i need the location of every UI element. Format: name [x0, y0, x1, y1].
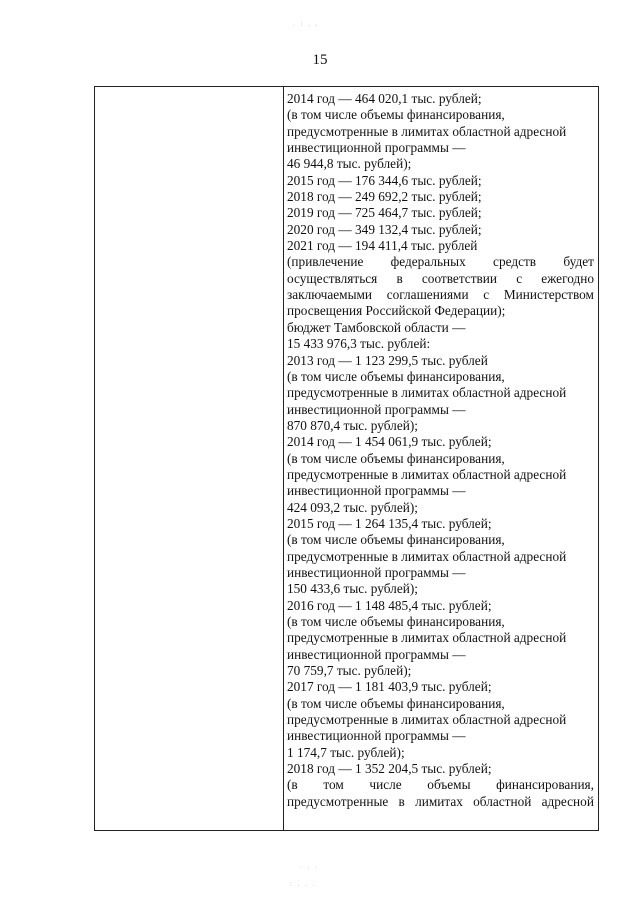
text-line: 2016 год — 1 148 485,4 тыс. рублей; [287, 597, 492, 613]
text-line: 2013 год — 1 123 299,5 тыс. рублей [287, 352, 488, 368]
text-line: 2017 год — 1 181 403,9 тыс. рублей; [287, 679, 492, 695]
scan-noise: : . . . [290, 880, 317, 888]
text-line: (привлечение федеральных средств будет [287, 254, 594, 270]
text-line: 150 433,6 тыс. рублей); [287, 581, 418, 597]
text-line: предусмотренные в лимитах областной адресной [287, 548, 567, 564]
text-line: 1 174,7 тыс. рублей); [287, 744, 405, 760]
text-line: осуществляться в соответствии с ежегодно [287, 270, 594, 286]
text-line: (в том числе объемы финансирования, [287, 777, 594, 793]
table-right-cell [287, 91, 594, 830]
text-line: предусмотренные в лимитах областной адресной [287, 793, 594, 809]
text-line: 2014 год — 1 454 061,9 тыс. рублей; [287, 434, 492, 450]
text-line: 46 944,8 тыс. рублей); [287, 156, 412, 172]
scan-noise: . . . [300, 862, 319, 870]
text-line: (в том числе объемы финансирования, [287, 450, 505, 466]
text-line: 15 433 976,3 тыс. рублей: [287, 336, 431, 352]
text-line: 2018 год — 249 692,2 тыс. рублей; [287, 189, 482, 205]
document-table [94, 86, 599, 831]
text-line: 870 870,4 тыс. рублей); [287, 417, 418, 433]
text-line: 2019 год — 725 464,7 тыс. рублей; [287, 205, 482, 221]
text-line: бюджет Тамбовской области — [287, 319, 466, 335]
text-line: предусмотренные в лимитах областной адресной [287, 712, 567, 728]
text-line: предусмотренные в лимитах областной адресной [287, 466, 567, 482]
text-line: инвестиционной программы — [287, 646, 466, 662]
text-line: (в том числе объемы финансирования, [287, 107, 505, 123]
text-line: инвестиционной программы — [287, 401, 466, 417]
text-line: (в том числе объемы финансирования, [287, 368, 505, 384]
text-line: (в том числе объемы финансирования, [287, 614, 505, 629]
text-line: 2014 год — 464 020,1 тыс. рублей; [287, 91, 482, 106]
text-line: инвестиционной программы — [287, 483, 466, 499]
scan-noise: . : . . [293, 20, 320, 28]
text-line: 2018 год — 1 352 204,5 тыс. рублей; [287, 761, 492, 777]
text-line: 2020 год — 349 132,4 тыс. рублей; [287, 221, 482, 237]
column-divider [283, 87, 284, 830]
table-left-cell [95, 87, 283, 830]
text-line: заключаемыми соглашениями с Министерством [287, 287, 594, 303]
text-line: предусмотренные в лимитах областной адресной [287, 123, 567, 139]
text-line: 2015 год — 176 344,6 тыс. рублей; [287, 172, 482, 188]
page-number: 15 [312, 52, 328, 68]
text-line: предусмотренные в лимитах областной адресной [287, 385, 567, 401]
text-line: просвещения Российской Федерации); [287, 303, 506, 319]
text-line: инвестиционной программы — [287, 140, 466, 156]
text-line: 2015 год — 1 264 135,4 тыс. рублей; [287, 515, 492, 531]
text-line: 70 759,7 тыс. рублей); [287, 663, 412, 679]
text-line: 424 093,2 тыс. рублей); [287, 499, 418, 515]
text-line: (в том числе объемы финансирования, [287, 532, 505, 548]
text-line: инвестиционной программы — [287, 728, 466, 744]
text-line: (в том числе объемы финансирования, [287, 695, 505, 711]
text-line: предусмотренные в лимитах областной адресной [287, 630, 567, 646]
text-line: 2021 год — 194 411,4 тыс. рублей [287, 238, 478, 254]
text-line: инвестиционной программы — [287, 564, 466, 580]
